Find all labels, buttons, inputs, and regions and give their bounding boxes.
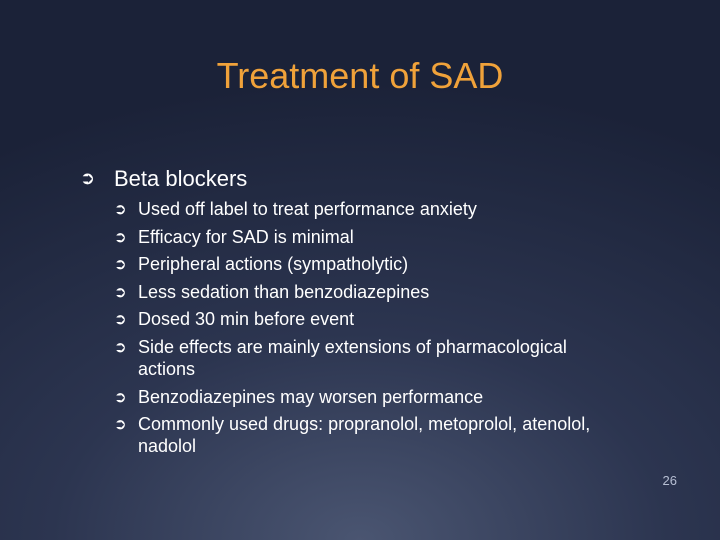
arrow-bullet-icon: ➲ (114, 282, 127, 301)
sub-bullet (114, 281, 640, 303)
bullet-beta-blockers (80, 166, 640, 192)
sub-bullet (114, 198, 640, 220)
arrow-bullet-icon: ➲ (114, 415, 127, 434)
arrow-bullet-icon: ➲ (80, 168, 96, 189)
page-number: 26 (662, 473, 677, 488)
arrow-bullet-icon: ➲ (114, 387, 127, 406)
sub-bullet (114, 336, 640, 380)
sub-bullet-text: Side effects are mainly extensions of pharmacological actions (138, 336, 567, 379)
sub-bullet (114, 386, 640, 408)
sub-bullet-text: Peripheral actions (sympatholytic) (138, 254, 409, 275)
arrow-bullet-icon: ➲ (114, 310, 127, 329)
sub-bullet-text: Less sedation than benzodiazepines (138, 281, 430, 302)
sub-bullet-text: Used off label to treat performance anxiety (138, 199, 477, 219)
slide-title: Treatment of SAD (216, 55, 504, 96)
arrow-bullet-icon: ➲ (114, 255, 127, 274)
sub-bullet (114, 413, 640, 457)
bullet-list (80, 166, 640, 457)
sub-bullet (114, 226, 640, 248)
sub-bullet-text: Commonly used drugs: propranolol, metoprolol, atenolol, nadolol (138, 414, 591, 457)
sub-bullet-text: Benzodiazepines may worsen performance (138, 386, 484, 407)
arrow-bullet-icon: ➲ (114, 200, 127, 218)
bullet-text: Beta blockers (114, 166, 248, 191)
sub-bullet-text: Efficacy for SAD is minimal (138, 226, 354, 247)
arrow-bullet-icon: ➲ (114, 337, 127, 356)
arrow-bullet-icon: ➲ (114, 227, 127, 246)
sub-bullet-text: Dosed 30 min before event (138, 309, 355, 330)
sub-bullet (114, 253, 640, 275)
sub-bullet (114, 308, 640, 330)
